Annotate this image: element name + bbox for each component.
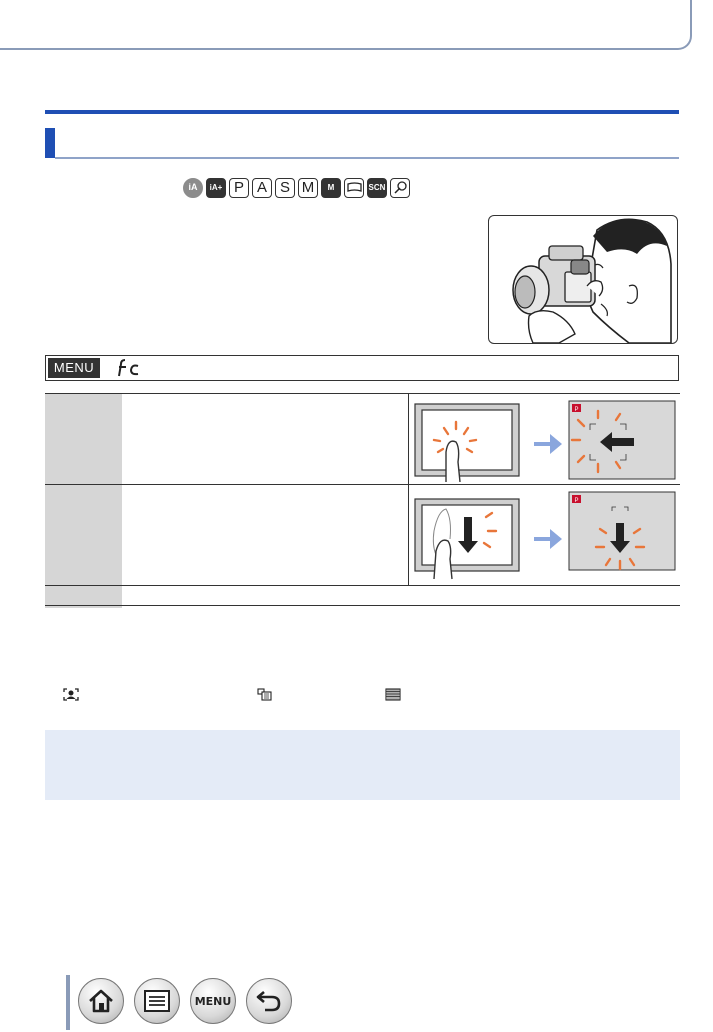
list-icon bbox=[143, 989, 171, 1013]
column-divider bbox=[408, 394, 409, 484]
panorama-icon bbox=[344, 178, 364, 198]
note-box bbox=[45, 730, 680, 800]
49-area-icon bbox=[385, 688, 401, 704]
intelligent-auto-icon: iA bbox=[183, 178, 203, 198]
header-rule bbox=[45, 110, 679, 114]
menu-path-bar bbox=[45, 355, 679, 381]
touch-pad-illustration bbox=[410, 489, 680, 583]
viewfinder-illustration bbox=[488, 215, 678, 344]
section-rule bbox=[55, 157, 679, 159]
recording-mode-icons bbox=[183, 178, 410, 198]
column-divider bbox=[408, 485, 409, 585]
af-mode-icon-line bbox=[63, 688, 663, 702]
touch-position-illustration bbox=[410, 398, 680, 482]
page-tab-frame bbox=[0, 0, 692, 50]
intelligent-auto-plus-icon: iA+ bbox=[206, 178, 226, 198]
custom-multi-icon bbox=[257, 688, 273, 704]
lcd-mode-badge: P bbox=[574, 407, 579, 413]
program-mode-icon: P bbox=[229, 178, 249, 198]
back-button[interactable] bbox=[246, 978, 292, 1024]
row-label-cell bbox=[45, 394, 122, 484]
scene-guide-icon: SCN bbox=[367, 178, 387, 198]
face-detection-icon bbox=[63, 688, 79, 704]
creative-video-icon: M bbox=[321, 178, 341, 198]
home-button[interactable] bbox=[78, 978, 124, 1024]
row-touch-option-1 bbox=[45, 393, 680, 484]
touch-setting-table bbox=[45, 393, 680, 608]
home-icon bbox=[87, 988, 115, 1014]
custom-menu-icon bbox=[116, 358, 146, 383]
row-touch-option-2 bbox=[45, 484, 680, 585]
contents-button[interactable] bbox=[134, 978, 180, 1024]
nav-divider bbox=[66, 975, 70, 1030]
row-label-cell bbox=[45, 485, 122, 585]
lcd-mode-badge: P bbox=[574, 498, 579, 504]
menu-list-button[interactable] bbox=[190, 978, 236, 1024]
menu-badge: MENU bbox=[48, 358, 100, 378]
table-bottom-rule bbox=[45, 605, 680, 606]
shutter-priority-icon: S bbox=[275, 178, 295, 198]
manual-mode-icon: M bbox=[298, 178, 318, 198]
back-arrow-icon bbox=[255, 988, 283, 1014]
section-marker bbox=[45, 128, 55, 158]
aperture-priority-icon: A bbox=[252, 178, 272, 198]
creative-control-icon bbox=[390, 178, 410, 198]
menu-button-label: MENU bbox=[194, 994, 232, 1008]
